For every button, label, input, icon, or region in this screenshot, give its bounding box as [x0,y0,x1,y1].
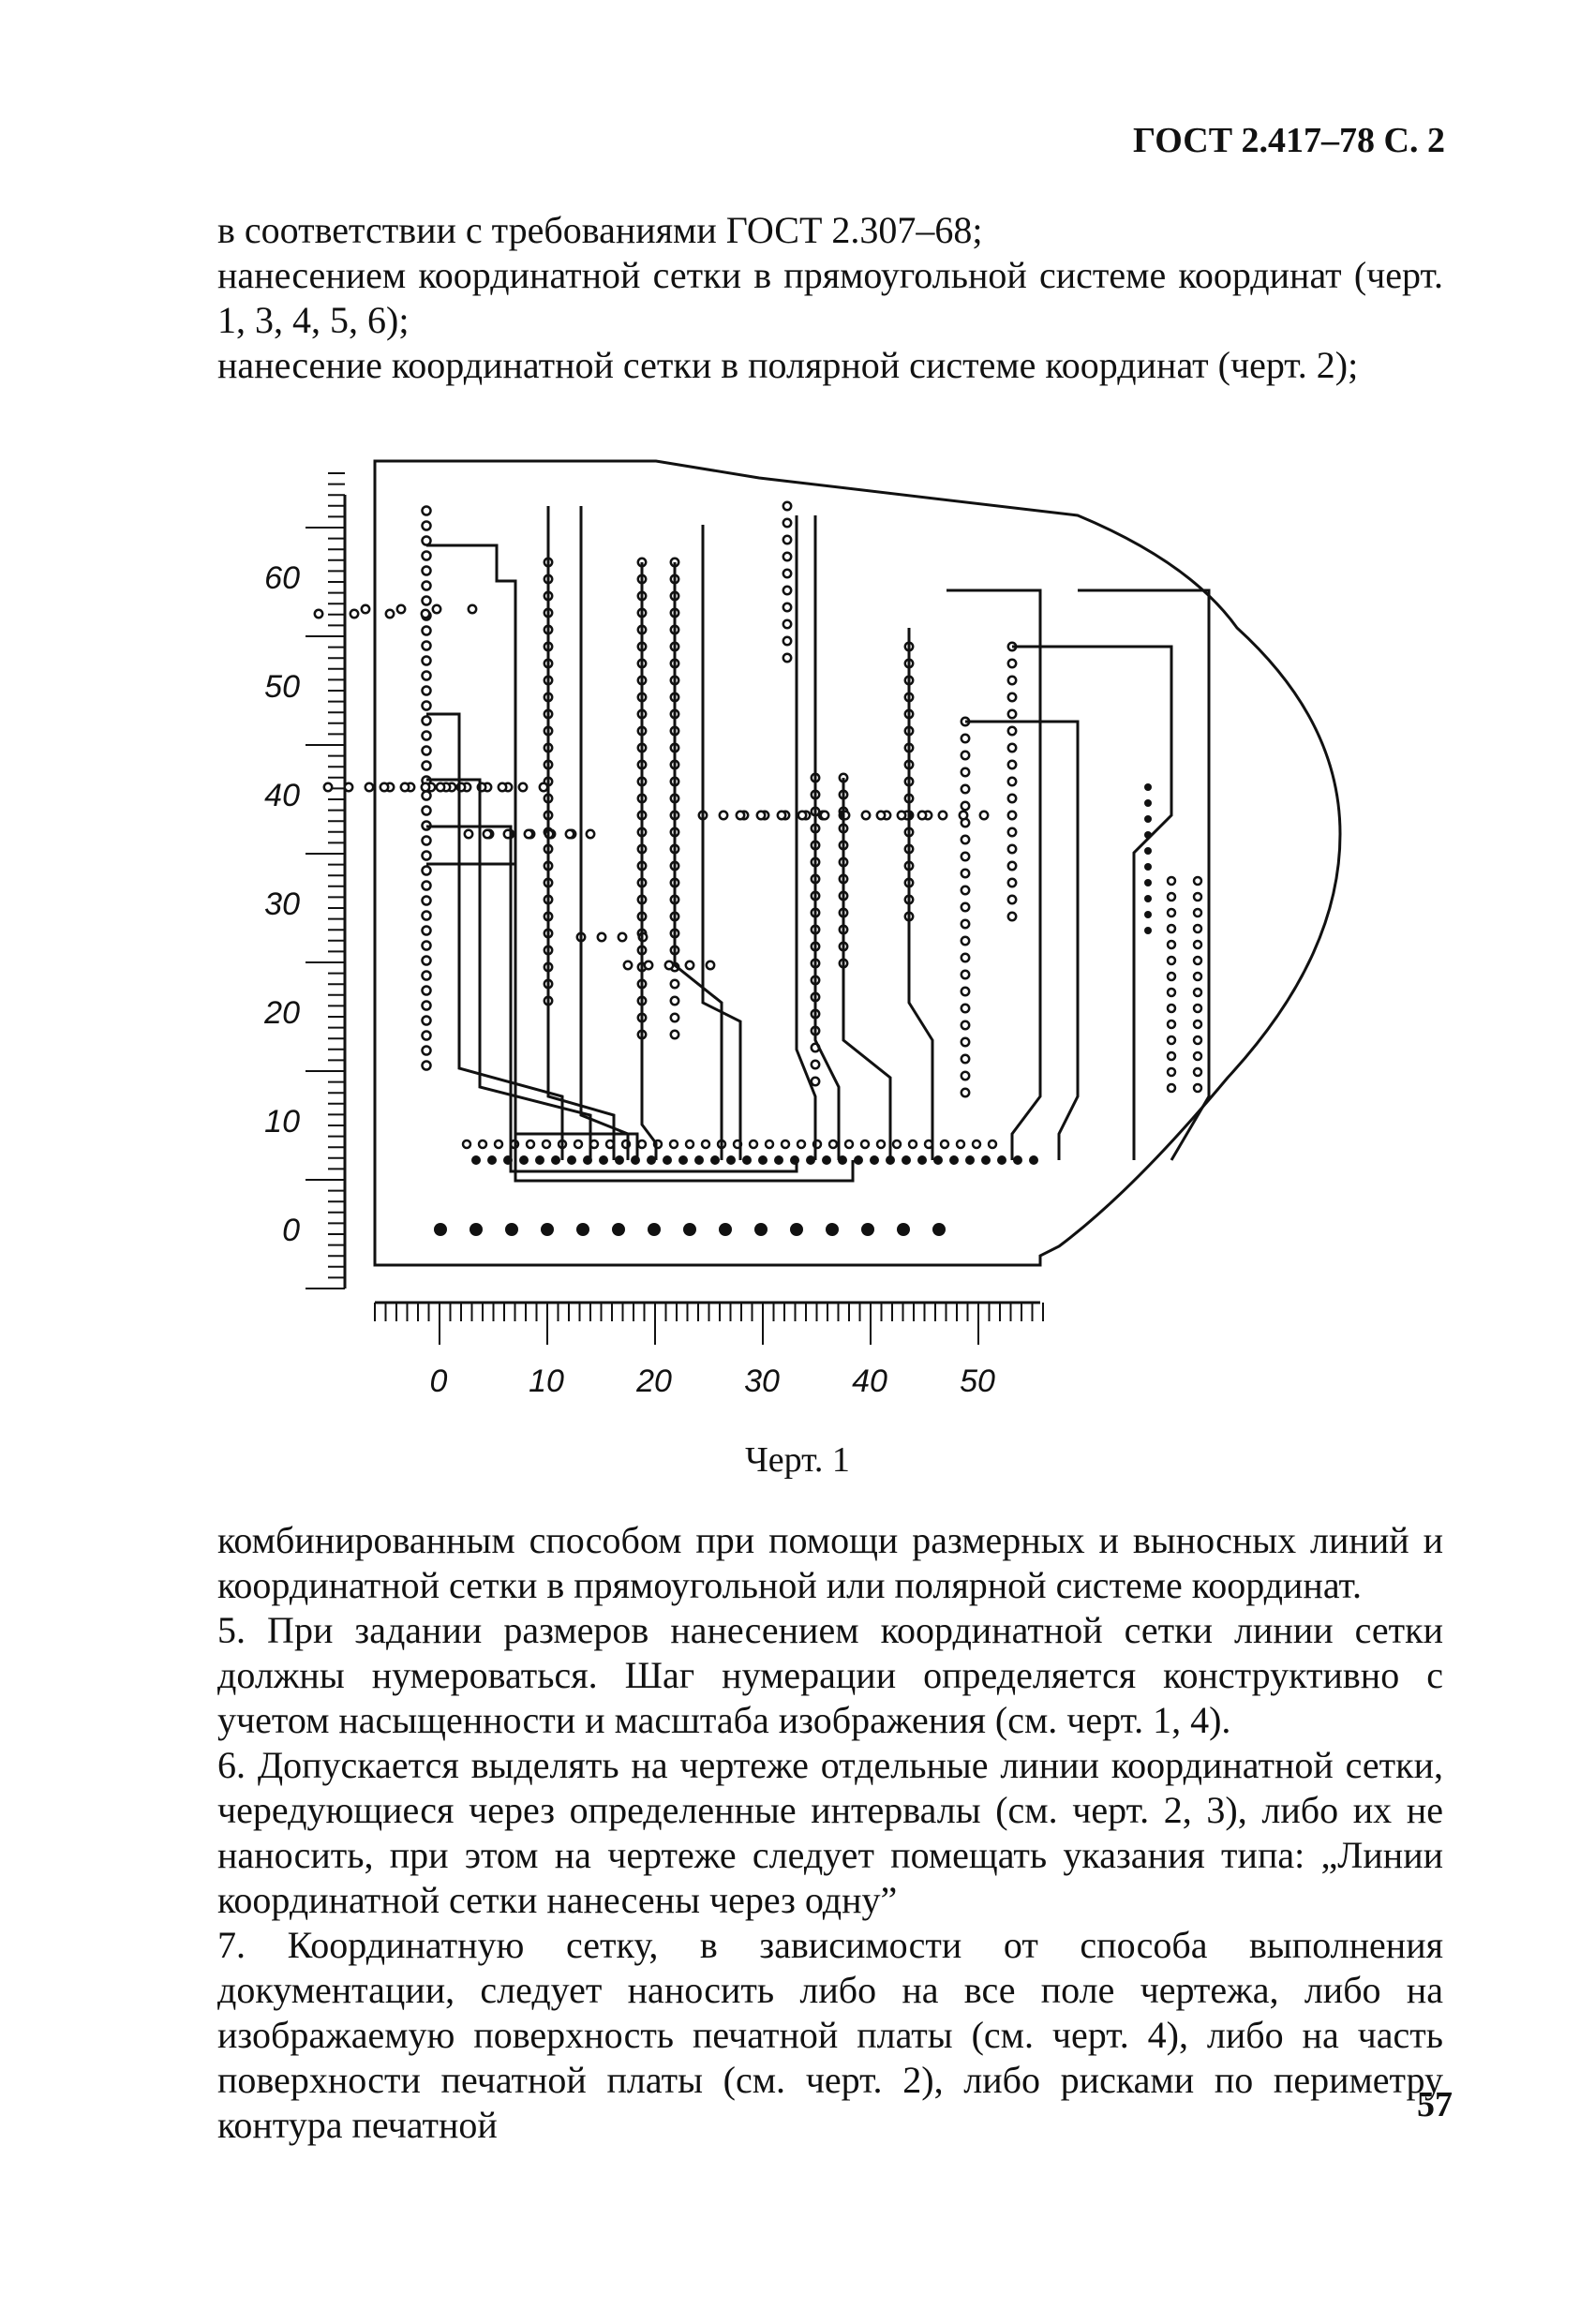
pad [961,937,969,945]
pad [423,732,431,740]
pad [1008,677,1016,684]
pad [598,933,605,941]
pad [423,807,431,815]
pad [1144,879,1152,886]
pad [645,961,652,969]
pad [1194,973,1201,980]
pad [897,1223,910,1236]
page-header: ГОСТ 2.417–78 С. 2 [1133,121,1445,160]
pad [434,1223,447,1236]
pad [1168,1005,1175,1012]
pad [758,1155,768,1165]
pad [965,1155,975,1165]
copper-trace [909,628,932,1160]
pad [783,620,791,628]
x-tick-label: 50 [960,1363,995,1399]
pad [932,1223,946,1236]
pad [1008,660,1016,667]
pad [870,1155,879,1165]
pad [957,1140,964,1148]
copper-trace [675,562,722,1160]
pad [782,1140,789,1148]
pad [812,1061,819,1068]
pad [961,735,969,742]
y-tick-label: 40 [264,778,300,813]
pad [551,1155,560,1165]
pad [902,1155,911,1165]
pad [499,783,506,791]
pad [423,897,431,905]
pad [1194,1068,1201,1076]
x-tick-label: 0 [429,1363,448,1399]
pad [615,1155,624,1165]
pad [1008,896,1016,903]
pad [527,1140,534,1148]
y-tick-label: 60 [264,560,300,596]
pad [1168,1052,1175,1060]
pad [423,972,431,980]
pad [423,747,431,755]
pad [973,1140,980,1148]
pad [783,570,791,577]
pad [757,812,765,819]
pad [519,1155,529,1165]
pad [574,1140,582,1148]
pad [707,961,714,969]
pad [1168,877,1175,885]
pad [587,830,594,838]
pad [1008,845,1016,853]
pad [1029,1155,1038,1165]
pad [1144,911,1152,918]
pad [599,1155,608,1165]
pad [961,886,969,894]
pad [423,1002,431,1010]
pad [1008,744,1016,752]
pad [1168,909,1175,916]
pad [350,610,358,618]
pad [997,1155,1006,1165]
pad [783,637,791,645]
pad [862,812,870,819]
pad [961,785,969,793]
pad [423,867,431,875]
copper-trace [843,778,890,1160]
pad [1008,778,1016,785]
pad [423,537,431,545]
pad [423,852,431,860]
pad [423,642,431,650]
body-paragraph-2: 5. При задании размеров нанесением координатной сетки линии сетки должны нумероваться. Шаг нумерации определяется конструктивно с учетом насыщенности и масштаба изображения (см. черт. 1, 4). [217,1609,1443,1741]
pad [961,802,969,810]
pad [822,1155,831,1165]
pad [798,812,806,819]
pad [961,988,969,995]
copper-trace [1012,647,1171,1160]
pad [1168,941,1175,948]
pad [345,783,352,791]
pad [798,1140,805,1148]
pad [663,1155,672,1165]
pad [619,933,626,941]
pad [422,610,429,618]
pad [638,1140,646,1148]
body-text [217,1518,1443,2148]
pad [981,1155,991,1165]
pad [423,627,431,635]
pad [694,1155,704,1165]
pad [961,870,969,877]
pad [1144,799,1152,807]
pad [1008,761,1016,768]
pad [961,853,969,860]
pad [543,1140,550,1148]
pad [783,603,791,611]
pad [567,1155,576,1165]
pad [961,1072,969,1080]
body-paragraph-3: 6. Допускается выделять на чертеже отдельные линии координатной сетки, чередующиеся через определенные интервалы (см. черт. 2, 3), либо их не наносить, при этом на чертеже следует помещать указания типа: „Линии координатной сетки нанесены через одну” [217,1744,1443,1921]
pad [1194,941,1201,948]
pad [861,1140,869,1148]
pad [754,1223,768,1236]
pad [576,1223,589,1236]
pad [423,717,431,725]
pad [365,783,373,791]
pad [961,1038,969,1046]
pad [423,702,431,710]
pad [1008,727,1016,735]
pad [423,567,431,575]
pad [783,536,791,544]
pad [1194,1020,1201,1028]
pad [1168,893,1175,901]
pad [505,1223,518,1236]
pad [960,812,967,819]
pad [362,605,369,613]
pad [702,1140,709,1148]
pad [541,1223,554,1236]
pad [401,783,409,791]
pad [423,582,431,590]
pad [648,1223,661,1236]
pad [479,1140,486,1148]
pad [1194,957,1201,964]
pad [1008,812,1016,819]
pad [774,1155,783,1165]
pad [423,762,431,770]
pad [525,830,532,838]
pad [423,507,431,515]
pad [790,1223,803,1236]
pad [423,882,431,890]
pad [423,957,431,965]
pad [665,961,673,969]
pad [1194,1005,1201,1012]
pad [961,836,969,843]
pad [980,812,988,819]
pad [821,812,828,819]
pad [961,768,969,776]
pad [720,812,727,819]
pad [1168,1084,1175,1092]
intro-line-3: нанесение координатной сетки в полярной системе координат (черт. 2); [217,344,1359,386]
pad [540,783,547,791]
pad [423,597,431,605]
pad [324,783,332,791]
pcb-coordinate-grid-drawing [234,440,1378,1415]
pad [1008,862,1016,870]
pad [877,812,885,819]
pad [961,1089,969,1096]
pad [845,1140,853,1148]
pad [1194,877,1201,885]
board-outline [375,461,1340,1265]
y-tick-label: 0 [282,1213,300,1248]
pad [783,587,791,594]
pad [566,830,574,838]
pad [386,610,394,618]
body-paragraph-1: комбинированным способом при помощи размерных и выносных линий и координатной сетки в прямоугольной или полярной системе координат. [217,1519,1443,1606]
y-tick-label: 50 [264,669,300,705]
pad [939,812,947,819]
pad [783,519,791,527]
copper-trace [426,864,853,1181]
pad [487,1155,497,1165]
pad [422,783,429,791]
pad [678,1155,688,1165]
pad [742,1155,752,1165]
x-tick-label: 20 [636,1363,672,1399]
pad [877,1140,885,1148]
y-tick-label: 10 [264,1104,300,1140]
pad [933,1155,943,1165]
pad [961,903,969,911]
pad [949,1155,959,1165]
x-tick-label: 40 [852,1363,887,1399]
pad [917,1155,927,1165]
pad [423,1017,431,1025]
pad [612,1223,625,1236]
pad [1168,1068,1175,1076]
pad [1168,989,1175,996]
pad [423,1032,431,1040]
copper-trace [642,562,656,1160]
pad [423,1062,431,1070]
pad [1008,828,1016,836]
y-tick-label: 30 [264,886,300,922]
body-paragraph-4: 7. Координатную сетку, в зависимости от способа выполнения документации, следует наносить либо на все поле чертежа, либо на изображаемую поверхность печатной платы (см. черт. 4), либо на часть поверхности печатной платы (см. черт. 2), либо рисками по периметру контура печатной [217,1924,1443,2146]
pad [670,1140,678,1148]
pad [1168,957,1175,964]
pad [1194,1036,1201,1044]
pad [918,812,926,819]
pad [1008,693,1016,701]
pad [961,971,969,978]
x-tick-label: 30 [744,1363,780,1399]
pad [423,912,431,920]
pad [750,1140,757,1148]
figure-caption: Черт. 1 [745,1440,850,1480]
pad [423,837,431,845]
pad [1144,783,1152,791]
pad [1168,1020,1175,1028]
pad [861,1223,874,1236]
intro-text [217,208,1443,388]
pad [423,987,431,995]
pad [1194,1052,1201,1060]
pad [783,553,791,560]
pad [854,1155,863,1165]
pad [423,657,431,665]
pad [1008,795,1016,802]
pad [961,920,969,928]
pad [961,1021,969,1029]
pad [909,1140,917,1148]
x-tick-label: 10 [529,1363,564,1399]
pad [1144,895,1152,902]
pad [397,605,405,613]
pad [961,954,969,961]
pad [686,961,693,969]
pad [726,1155,736,1165]
pad [778,812,785,819]
pad [495,1140,502,1148]
pad [1168,1036,1175,1044]
pad [783,654,791,662]
pad [941,1140,948,1148]
pad [423,792,431,800]
pad [961,1055,969,1063]
pad [535,1155,544,1165]
pad [737,812,744,819]
pad [470,1223,483,1236]
pad [1144,927,1152,934]
pad [433,605,440,613]
pad [898,812,905,819]
pad [686,1140,693,1148]
pad [710,1155,720,1165]
pad [989,1140,996,1148]
pad [423,672,431,680]
pad [465,830,472,838]
pad [829,1140,837,1148]
pad [380,783,388,791]
pad [624,961,632,969]
pad [1144,863,1152,871]
pad [961,1005,969,1012]
pad [484,830,491,838]
pad [463,1140,470,1148]
pad [1194,909,1201,916]
intro-line-1: в соответствии с требованиями ГОСТ 2.307–68; [217,209,983,251]
pad [423,942,431,950]
pad [469,605,476,613]
pad [1168,925,1175,932]
pad [766,1140,773,1148]
pad [961,752,969,759]
pad [671,997,678,1005]
intro-line-2: нанесением координатной сетки в прямоугольной системе координат (черт. 1, 3, 4, 5, 6); [217,254,1443,341]
pad [783,502,791,510]
pad [812,1078,819,1085]
pad [1144,815,1152,823]
pad [1008,913,1016,920]
pad [683,1223,696,1236]
pad [519,783,527,791]
pad [719,1223,732,1236]
pad [1194,989,1201,996]
pad [1194,1084,1201,1092]
pad [315,610,322,618]
copper-trace [965,722,1078,1160]
pad [1168,973,1175,980]
y-tick-label: 20 [264,995,300,1031]
pad [1008,879,1016,886]
pad [1194,925,1201,932]
pad [1008,710,1016,718]
pad [423,1047,431,1055]
pad [1013,1155,1022,1165]
pad [826,1223,839,1236]
page-number: 57 [1417,2085,1453,2124]
pad [471,1155,481,1165]
pad [1194,893,1201,901]
pad [423,687,431,695]
pad [671,1031,678,1038]
pad [423,552,431,560]
pad [437,783,444,791]
pad [671,1014,678,1021]
pad [423,522,431,530]
pad [1144,847,1152,855]
pad [893,1140,901,1148]
pad [423,927,431,935]
copper-trace [1078,590,1209,1160]
pad [671,980,678,988]
